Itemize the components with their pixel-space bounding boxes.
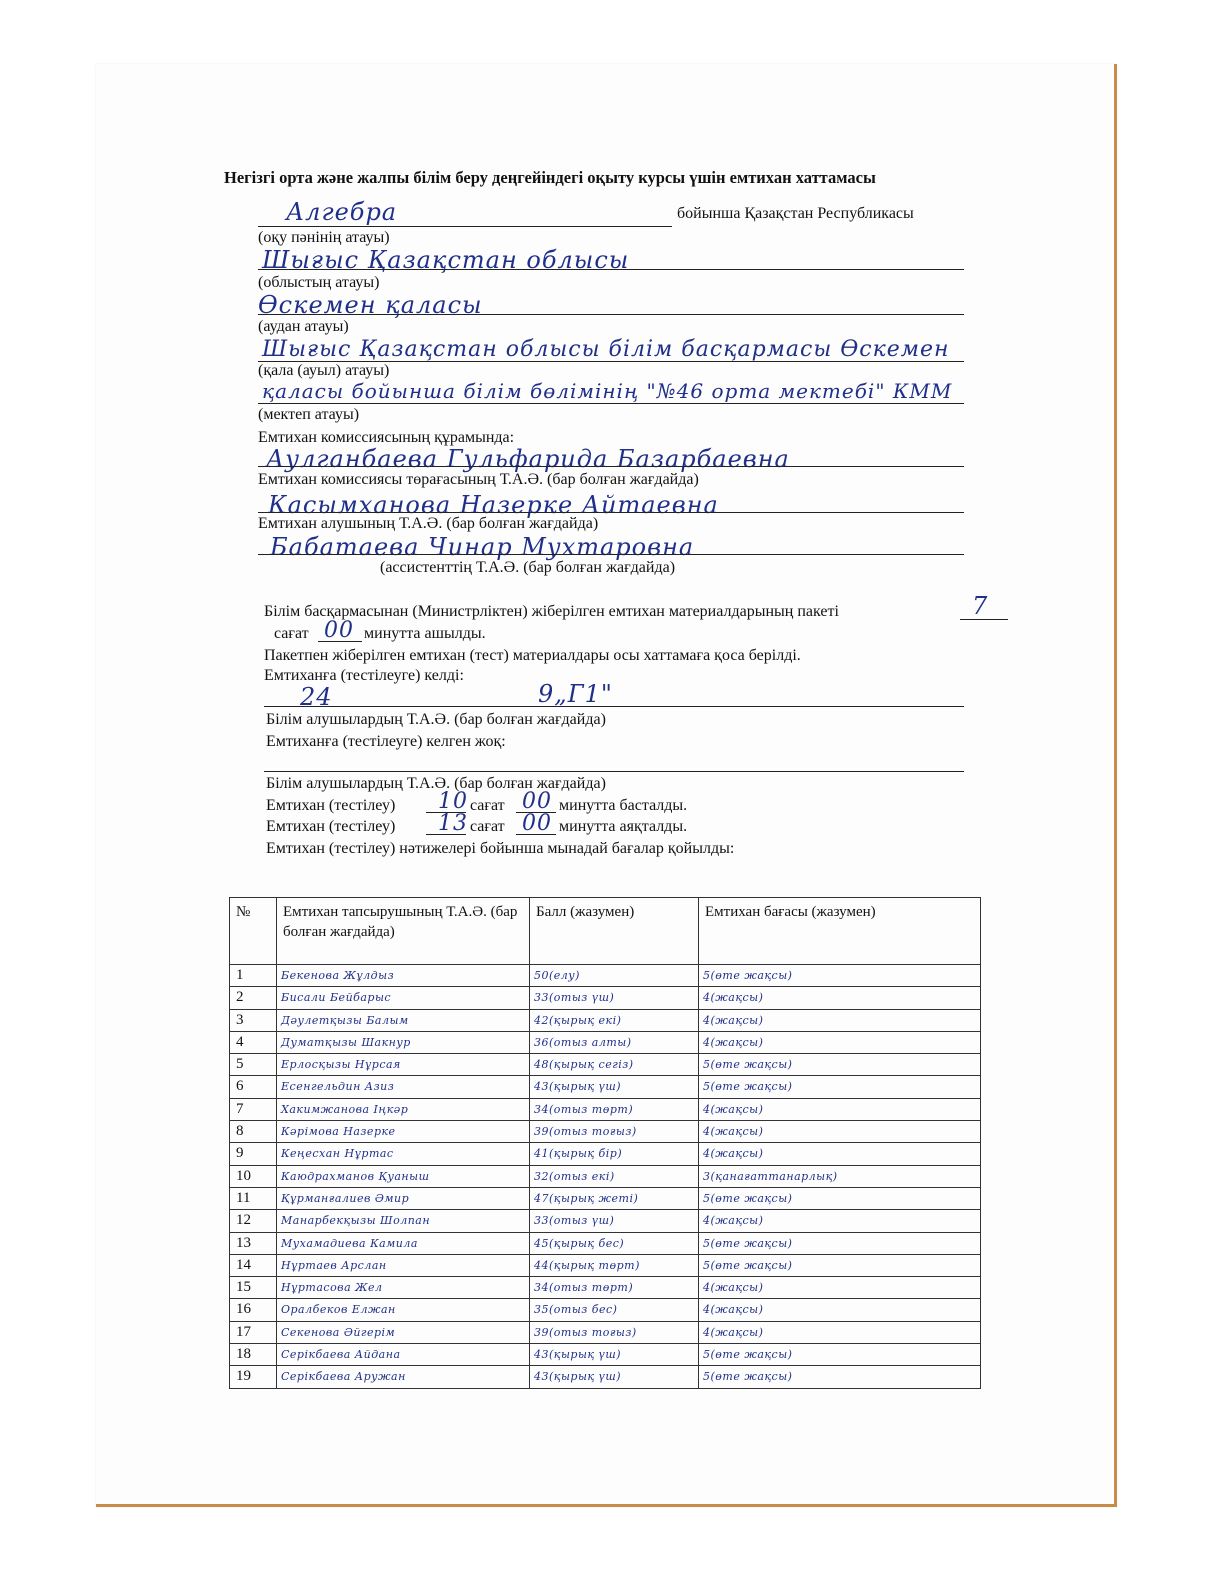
table-row	[230, 965, 981, 987]
table-row	[230, 1321, 981, 1343]
district-line	[258, 314, 964, 315]
row-grade: 5(өте жақсы)	[703, 1348, 793, 1362]
row-name-cell	[277, 1143, 530, 1165]
table-header-row	[230, 898, 981, 965]
row-number: 6	[230, 1076, 277, 1098]
row-score-cell	[530, 1277, 699, 1299]
row-name-cell	[277, 1321, 530, 1343]
row-grade-cell	[699, 1210, 981, 1232]
row-name: Мухамадиева Камила	[281, 1236, 418, 1250]
row-name-cell	[277, 1009, 530, 1031]
chair-line	[258, 466, 964, 467]
row-name-cell	[277, 1254, 530, 1276]
row-score: 48(қырық сегіз)	[534, 1058, 634, 1072]
region-label: (облыстың атауы)	[258, 274, 380, 291]
row-score-cell	[530, 1366, 699, 1388]
row-grade-cell	[699, 1187, 981, 1209]
row-score: 41(қырық бір)	[534, 1147, 623, 1161]
district-label: (аудан атауы)	[258, 318, 349, 335]
row-number: 12	[230, 1210, 277, 1232]
attached-text: Пакетпен жіберілген емтихан (тест) материалдары осы хаттамаға қоса берілді.	[264, 647, 801, 664]
table-row	[230, 1299, 981, 1321]
end-hour-word: сағат	[470, 818, 505, 835]
row-name: Кәрімова Назерке	[281, 1125, 396, 1139]
row-score: 45(қырық бес)	[534, 1236, 625, 1250]
row-number: 1	[230, 965, 277, 987]
commission-label: Емтихан комиссиясының құрамында:	[258, 429, 515, 446]
region-value: Шығыс Қазақстан облысы	[262, 246, 630, 274]
table-row	[230, 1054, 981, 1076]
row-name-cell	[277, 1210, 530, 1232]
came-line	[264, 706, 964, 707]
row-name-cell	[277, 1299, 530, 1321]
table-row	[230, 1165, 981, 1187]
school-line	[258, 403, 964, 404]
subject-suffix: бойынша Қазақстан Республикасы	[677, 205, 914, 222]
row-score: 47(қырық жеті)	[534, 1191, 639, 1205]
row-number: 4	[230, 1031, 277, 1053]
row-name: Манарбекқызы Шолпан	[281, 1214, 431, 1228]
row-score: 43(қырық үш)	[534, 1080, 622, 1094]
end-hour-line	[426, 834, 466, 835]
row-score: 39(отыз тоғыз)	[534, 1125, 637, 1139]
row-name: Нұртасова Жел	[281, 1281, 383, 1295]
row-name: Каюдрахманов Қуаныш	[281, 1169, 430, 1183]
row-grade-cell	[699, 1321, 981, 1343]
row-score-cell	[530, 1254, 699, 1276]
row-grade-cell	[699, 1031, 981, 1053]
row-score-cell	[530, 1187, 699, 1209]
row-grade: 4(жақсы)	[703, 1281, 764, 1295]
row-name: Есенгельдин Азиз	[281, 1080, 395, 1094]
row-score: 32(отыз екі)	[534, 1169, 615, 1183]
end-minute-line	[516, 834, 556, 835]
chair-label: Емтихан комиссиясы төрағасының Т.А.Ә. (бар болған жағдайда)	[258, 471, 699, 488]
row-number: 8	[230, 1121, 277, 1143]
row-number: 9	[230, 1143, 277, 1165]
row-score: 43(қырық үш)	[534, 1348, 622, 1362]
packet-hour-word: сағат	[274, 625, 309, 642]
city-value: Шығыс Қазақстан облысы білім басқармасы Өскемен	[262, 337, 950, 362]
city-label: (қала (ауыл) атауы)	[258, 362, 390, 379]
row-score-cell	[530, 1031, 699, 1053]
start-minute: 00	[522, 789, 552, 814]
row-grade-cell	[699, 1054, 981, 1076]
absent-line	[264, 771, 964, 772]
row-score-cell	[530, 1076, 699, 1098]
end-minute: 00	[522, 811, 552, 836]
row-name-cell	[277, 1076, 530, 1098]
row-number: 14	[230, 1254, 277, 1276]
row-score: 50(елу)	[534, 969, 580, 982]
row-grade-cell	[699, 965, 981, 987]
row-score-cell	[530, 1121, 699, 1143]
row-score-cell	[530, 1165, 699, 1187]
table-row	[230, 1143, 981, 1165]
row-grade-cell	[699, 1009, 981, 1031]
row-score-cell	[530, 1299, 699, 1321]
row-score-cell	[530, 1344, 699, 1366]
row-number: 15	[230, 1277, 277, 1299]
header-grade: Емтихан бағасы (жазумен)	[699, 898, 981, 965]
row-score-cell	[530, 987, 699, 1009]
row-score-cell	[530, 1009, 699, 1031]
packet-text: Білім басқармасынан (Министрліктен) жіберілген емтихан материалдарының пакеті	[264, 603, 839, 620]
row-grade: 5(өте жақсы)	[703, 1258, 793, 1272]
table-row	[230, 1210, 981, 1232]
row-grade-cell	[699, 1098, 981, 1120]
row-grade-cell	[699, 1121, 981, 1143]
end-minute-word: минутта аяқталды.	[559, 818, 688, 835]
row-name: Хакимжанова Іңкәр	[281, 1102, 409, 1116]
packet-hour-line	[960, 619, 1008, 620]
row-number: 16	[230, 1299, 277, 1321]
row-score-cell	[530, 965, 699, 987]
row-score: 42(қырық екі)	[534, 1013, 622, 1027]
start-minute-word: минутта басталды.	[559, 797, 688, 814]
row-number: 17	[230, 1321, 277, 1343]
school-label: (мектеп атауы)	[258, 406, 360, 423]
header-name: Емтихан тапсырушының Т.А.Ә. (бар болған жағдайда)	[277, 898, 530, 965]
row-score: 39(отыз тоғыз)	[534, 1325, 637, 1339]
row-name: Бисали Бейбарыс	[281, 991, 392, 1005]
chair-value: Аулганбаева Гульфарида Базарбаевна	[266, 445, 790, 473]
subject-value: Алгебра	[286, 198, 398, 226]
row-name-cell	[277, 1165, 530, 1187]
row-grade: 5(өте жақсы)	[703, 1191, 793, 1205]
row-score: 44(қырық төрт)	[534, 1258, 640, 1272]
table-row	[230, 987, 981, 1009]
examiner-label: Емтихан алушының Т.А.Ә. (бар болған жағдайда)	[258, 515, 599, 532]
document-title: Негізгі орта және жалпы білім беру деңгейіндегі оқыту курсы үшін емтихан хаттамасы	[224, 168, 876, 187]
end-text: Емтихан (тестілеу)	[266, 818, 396, 835]
results-label: Емтихан (тестілеу) нәтижелері бойынша мынадай бағалар қойылды:	[266, 840, 735, 857]
subject-line	[258, 226, 672, 227]
row-name: Құрманғалиев Әмир	[281, 1191, 410, 1205]
packet-hour: 7	[972, 592, 989, 620]
row-score-cell	[530, 1143, 699, 1165]
row-grade-cell	[699, 1076, 981, 1098]
row-grade-cell	[699, 1277, 981, 1299]
came-class: 9„Г1"	[538, 680, 613, 708]
row-grade: 5(өте жақсы)	[703, 1370, 793, 1384]
row-name: Ерлосқызы Нұрсая	[281, 1058, 401, 1072]
region-line	[258, 269, 964, 270]
row-name-cell	[277, 1121, 530, 1143]
row-number: 19	[230, 1366, 277, 1388]
row-grade: 4(жақсы)	[703, 991, 764, 1005]
row-name-cell	[277, 1232, 530, 1254]
assistant-line	[258, 554, 964, 555]
assistant-value: Бабатаева Чинар Мухтаровна	[270, 533, 695, 561]
row-grade: 4(жақсы)	[703, 1325, 764, 1339]
row-grade: 5(өте жақсы)	[703, 1236, 793, 1250]
school-value: қаласы бойынша білім бөлімінің "№46 орта мектебі" КММ	[262, 379, 953, 403]
absent-label: Емтиханға (тестілеуге) келген жоқ:	[266, 733, 506, 750]
row-name-cell	[277, 1098, 530, 1120]
table-row	[230, 1076, 981, 1098]
row-score-cell	[530, 1098, 699, 1120]
row-score: 35(отыз бес)	[534, 1303, 618, 1317]
results-table	[229, 897, 981, 1389]
row-number: 18	[230, 1344, 277, 1366]
row-number: 13	[230, 1232, 277, 1254]
table-row	[230, 1232, 981, 1254]
row-grade: 5(өте жақсы)	[703, 1058, 793, 1072]
row-name-cell	[277, 1031, 530, 1053]
header-number: №	[230, 898, 277, 965]
row-score: 33(отыз үш)	[534, 991, 615, 1005]
row-name: Дәулетқызы Балым	[281, 1013, 409, 1027]
row-grade-cell	[699, 1165, 981, 1187]
packet-minute-word: минутта ашылды.	[364, 625, 486, 642]
row-grade-cell	[699, 1143, 981, 1165]
assistant-label: (ассистенттің Т.А.Ә. (бар болған жағдайда)	[380, 559, 676, 576]
packet-minute-line	[318, 641, 362, 642]
row-score-cell	[530, 1321, 699, 1343]
row-grade-cell	[699, 1232, 981, 1254]
row-grade: 5(өте жақсы)	[703, 1080, 793, 1094]
row-name-cell	[277, 1187, 530, 1209]
subject-label: (оқу пәнінің атауы)	[258, 229, 390, 246]
row-grade-cell	[699, 1344, 981, 1366]
row-grade: 4(жақсы)	[703, 1013, 764, 1027]
row-name: Нұртаев Арслан	[281, 1258, 387, 1272]
row-number: 3	[230, 1009, 277, 1031]
row-name-cell	[277, 987, 530, 1009]
start-hour: 10	[438, 789, 468, 814]
packet-minute: 00	[324, 618, 354, 643]
row-grade: 3(қанағаттанарлық)	[703, 1169, 838, 1183]
examiner-line	[258, 512, 964, 513]
row-name: Думатқызы Шакнур	[281, 1035, 411, 1049]
row-grade-cell	[699, 987, 981, 1009]
row-number: 2	[230, 987, 277, 1009]
row-name-cell	[277, 1277, 530, 1299]
table-row	[230, 1187, 981, 1209]
row-name-cell	[277, 1344, 530, 1366]
row-score: 34(отыз төрт)	[534, 1102, 634, 1116]
start-text: Емтихан (тестілеу)	[266, 797, 396, 814]
row-grade: 4(жақсы)	[703, 1303, 764, 1317]
row-number: 7	[230, 1098, 277, 1120]
row-grade: 4(жақсы)	[703, 1147, 764, 1161]
row-grade: 4(жақсы)	[703, 1214, 764, 1228]
row-name: Серікбаева Айдана	[281, 1348, 401, 1362]
row-name-cell	[277, 965, 530, 987]
row-grade-cell	[699, 1299, 981, 1321]
row-score: 33(отыз үш)	[534, 1214, 615, 1228]
row-grade-cell	[699, 1254, 981, 1276]
row-grade: 5(өте жақсы)	[703, 969, 793, 982]
row-name-cell	[277, 1054, 530, 1076]
row-grade: 4(жақсы)	[703, 1102, 764, 1116]
table-row	[230, 1254, 981, 1276]
table-row	[230, 1277, 981, 1299]
row-score-cell	[530, 1210, 699, 1232]
came-label: Емтиханға (тестілеуге) келді:	[264, 667, 464, 684]
row-score-cell	[530, 1054, 699, 1076]
row-name: Бекенова Жұлдыз	[281, 969, 395, 982]
row-name: Оралбеков Елжан	[281, 1303, 396, 1317]
row-name: Кеңесхан Нұртас	[281, 1147, 394, 1161]
row-score: 43(қырық үш)	[534, 1370, 622, 1384]
row-score-cell	[530, 1232, 699, 1254]
table-row	[230, 1031, 981, 1053]
table-row	[230, 1121, 981, 1143]
district-value: Өскемен қаласы	[258, 291, 483, 319]
row-number: 11	[230, 1187, 277, 1209]
students-label-2: Білім алушылардың Т.А.Ә. (бар болған жағдайда)	[266, 775, 606, 792]
row-grade: 4(жақсы)	[703, 1125, 764, 1139]
table-row	[230, 1009, 981, 1031]
start-hour-word: сағат	[470, 797, 505, 814]
row-name: Секенова Әйгерім	[281, 1325, 396, 1339]
row-grade-cell	[699, 1366, 981, 1388]
table-row	[230, 1344, 981, 1366]
examiner-value: Касымханова Назерке Айтаевна	[268, 491, 719, 519]
students-label: Білім алушылардың Т.А.Ә. (бар болған жағдайда)	[266, 711, 606, 728]
row-name-cell	[277, 1366, 530, 1388]
header-score: Балл (жазумен)	[530, 898, 699, 965]
row-score: 36(отыз алты)	[534, 1035, 632, 1049]
end-hour: 13	[438, 811, 468, 836]
came-count: 24	[300, 683, 333, 711]
row-number: 10	[230, 1165, 277, 1187]
row-grade: 4(жақсы)	[703, 1035, 764, 1049]
row-number: 5	[230, 1054, 277, 1076]
row-name: Серікбаева Аружан	[281, 1370, 406, 1384]
row-score: 34(отыз төрт)	[534, 1281, 634, 1295]
table-row	[230, 1366, 981, 1388]
table-row	[230, 1098, 981, 1120]
